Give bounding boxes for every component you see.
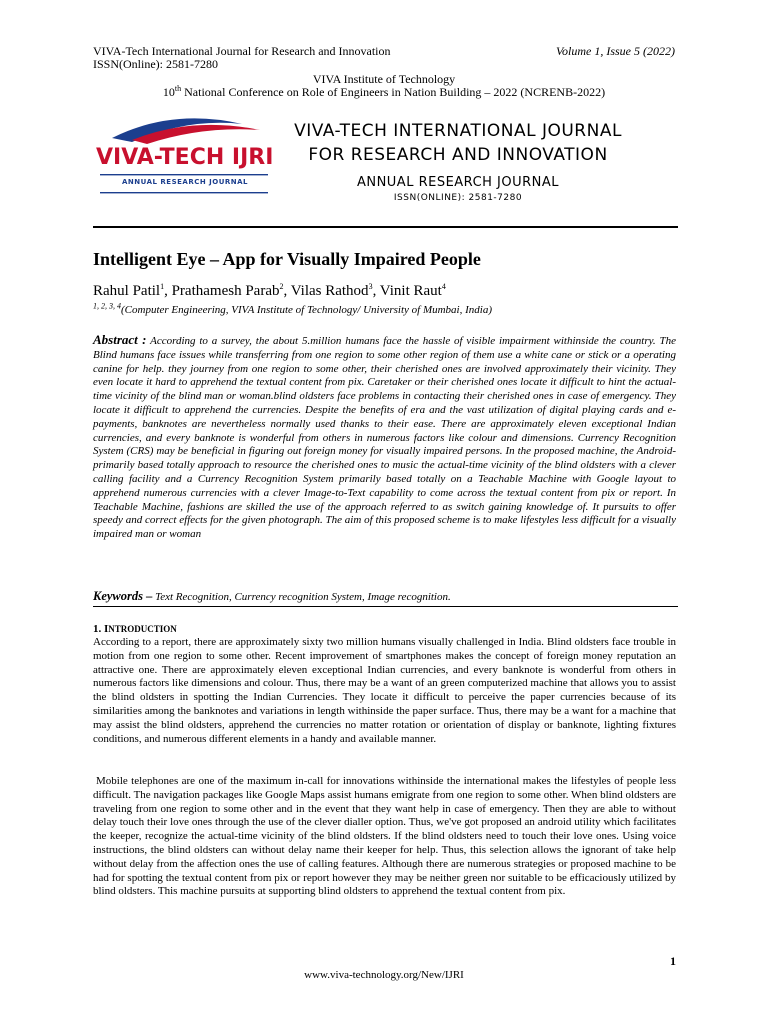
author-3: Vilas Rathod$^3$, bbox=[290, 282, 380, 299]
running-header-conference bbox=[0, 85, 768, 99]
abstract-label: Abstract : bbox=[93, 332, 147, 347]
logo-sub-text: ANNUAL RESEARCH JOURNAL bbox=[121, 178, 249, 186]
conference-number: 10 bbox=[162, 85, 175, 99]
keywords-text: Text Recognition, Currency recognition System, Image recognition. bbox=[155, 591, 451, 603]
journal-issn: ISSN(ONLINE): 2581-7280 bbox=[393, 193, 523, 203]
page-number: 1 bbox=[670, 954, 676, 968]
conference-title: National Conference on Role of Engineers in Nation Building – 2022 (NCRENB-2022) bbox=[181, 85, 606, 99]
running-header-institute: VIVA Institute of Technology bbox=[312, 72, 456, 86]
keywords-divider bbox=[93, 606, 678, 607]
keywords-label: Keywords – bbox=[93, 589, 153, 603]
keywords-line bbox=[93, 589, 676, 604]
affiliation-numbers: 1, 2, 3, 4 bbox=[93, 301, 121, 311]
conference-ordinal: th bbox=[174, 84, 182, 93]
journal-logo bbox=[92, 112, 278, 204]
footer-url: www.viva-technology.org/New/IJRI bbox=[304, 969, 464, 981]
section-heading-introduction: 1. INTRODUCTION bbox=[93, 623, 177, 635]
affiliation-text: (Computer Engineering, VIVA Institute of Technology/ University of Mumbai, India) bbox=[121, 304, 492, 316]
running-header-volume: Volume 1, Issue 5 (2022) bbox=[556, 44, 675, 58]
intro-paragraph-2: Mobile telephones are one of the maximum in-call for innovations withinside the international makes the lifestyles of people less difficult. The navigation packages like Google Maps assist humans emigrate from one region to some other. When blind oldsters are traveling from one region to some other and in the event that they want help in case of emergency. Then they are able to without delay touch their love ones through the use of the clever dialler option. Thus, we've got proposed an android utility which facilitates the keeper, recognize the actual-time vicinity of the blind oldsters. If the blind oldsters need to touch their love ones. Using voice instructions, the blind oldsters can without delay name their keeper for help. Thus, this selection allows the ignorant of take help without delay from the affection ones the use of calling features. Although there are numerous strategies or proposed machine to be had for spotting the textual content from pix or report however they may be neither green nor suitable to be efficaciously utilized by blind oldsters. This machine pursuits at supporting blind oldsters to apprehend the textual content from pix. bbox=[93, 775, 676, 898]
abstract-text: According to a survey, the about 5.million humans face the hassle of visible impairment withinside the country. The Blind humans face issues while transferring from one region to some other region of them use a white cane or stick or a operating canine for help. they journey from one region to some other, their cherished ones are involved approximately their vicinity. They even locate it hard to apprehend the textual content from pix. Caretaker or their cherished ones locate it difficult to hint the actual-time vicinity of the blind man or woman.blind oldsters face problems in contacting their cherished ones in case of emergency. They locate it difficult to apprehend the currencies. Despite the benefits of era and the vast utilization of digital playing cards and e-payments, banknotes are nevertheless normally used thanks to their ease. There are approximately eleven exceptional Indian currencies, and every banknote is wonderful from others in numerous factors like colour and dimensions. Currency Recognition System (CRS) may be beneficial in figuring out foreign money for visually impaired persons. In the proposed machine, the Android-primarily based totally approach to resource the cherished ones to music the actual-time vicinity of the blind oldsters with a clever calling facility and a Currency Recognition System primarily based totally on a Teachable Machine with Google layout to apprehend numerous currencies with a clever Image-to-Text capability to come across the textual content from pix or report. In Teachable Machine, fashions are skilled the use of the approach referred to as switch gaining knowledge of. It pursuits to offer speedy and correct effects for the given photograph. The aim of this proposed scheme is to make lifestyles less difficult for a visually impaired man or woman bbox=[93, 335, 676, 541]
paper-title: Intelligent Eye – App for Visually Impaired People bbox=[93, 249, 481, 269]
journal-title-line2: FOR RESEARCH AND INNOVATION bbox=[308, 145, 608, 165]
header-divider bbox=[93, 226, 678, 228]
journal-title-line1: VIVA-TECH INTERNATIONAL JOURNAL bbox=[294, 121, 622, 141]
intro-paragraph-1: According to a report, there are approximately sixty two million humans visually challenged in India. Blind oldsters face trouble in motion from one region to some other. Recent improvement of smartphones makes the concept of foreign money reputation an attractive one. There are approximately eleven exceptional Indian currencies, and every banknote is wonderful from others in numerous factors like dimensions and colour. Thus, there may be a want of an green computerized machine that allows you to assist the blind oldsters in spotting the Indian Currencies. They locate it difficult to perceive the paper currencies because of its similarities among the banknotes and variations in length withinside the paper surface. Thus, there may be a want for a machine that may assist the blind oldsters, apprehend the currencies no matter rotation or orientation of display or banknote, lighting fixtures conditions, and numerous different elements in a handy and available manner. bbox=[93, 636, 676, 745]
author-4: Vinit Raut$^4$ bbox=[379, 282, 446, 299]
running-header-journal: VIVA-Tech International Journal for Research and Innovation bbox=[93, 44, 391, 58]
running-header-issn: ISSN(Online): 2581-7280 bbox=[93, 57, 218, 71]
author-affiliation bbox=[93, 301, 492, 317]
logo-brand-text: VIVA-TECH IJRI bbox=[96, 145, 274, 170]
author-1: Rahul Patil$^1$, bbox=[93, 282, 172, 299]
author-2: Prathamesh Parab$^2$, bbox=[171, 282, 291, 299]
author-list bbox=[93, 282, 446, 300]
abstract-block bbox=[93, 333, 676, 542]
journal-tagline: ANNUAL RESEARCH JOURNAL bbox=[356, 175, 560, 190]
